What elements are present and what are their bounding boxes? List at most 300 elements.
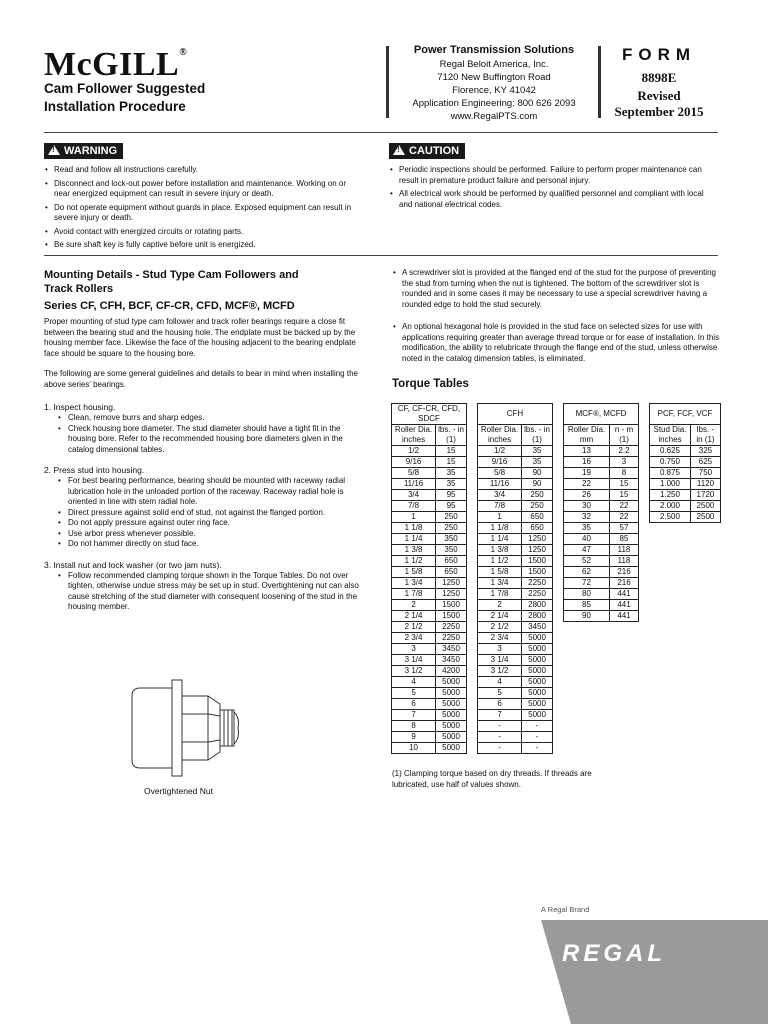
size-cell: 0.875 bbox=[650, 468, 691, 479]
torque-cell: 1250 bbox=[436, 589, 467, 600]
table-row bbox=[564, 545, 639, 556]
column-header: lbs. - in (1) bbox=[522, 425, 553, 446]
step-3-list bbox=[44, 571, 366, 613]
size-cell: 19 bbox=[564, 468, 610, 479]
table-row bbox=[564, 501, 639, 512]
table-row bbox=[564, 468, 639, 479]
warning-item: • Do not operate equipment without guards in place. Exposed equipment can result in severe injury or death. bbox=[44, 203, 362, 224]
size-cell: 7 bbox=[478, 710, 522, 721]
company-phone: Application Engineering: 800 626 2093 bbox=[412, 98, 576, 109]
column-header: lbs. - in (1) bbox=[690, 425, 720, 446]
table-row bbox=[650, 446, 721, 457]
table-row bbox=[392, 721, 467, 732]
size-cell: 7 bbox=[392, 710, 436, 721]
torque-cell: 1500 bbox=[522, 556, 553, 567]
table-row bbox=[478, 457, 553, 468]
column-header: n - m (1) bbox=[610, 425, 639, 446]
column-header: Roller Dia. inches bbox=[478, 425, 522, 446]
torque-cell: 35 bbox=[522, 457, 553, 468]
torque-cell: 4200 bbox=[436, 666, 467, 677]
torque-cell: 95 bbox=[436, 490, 467, 501]
size-cell: 1/2 bbox=[478, 446, 522, 457]
table-row bbox=[392, 589, 467, 600]
warning-item: • Avoid contact with energized circuits or rotating parts. bbox=[44, 227, 362, 238]
torque-cell: 5000 bbox=[436, 743, 467, 754]
torque-cell: 1500 bbox=[436, 600, 467, 611]
step-3-title: 3. Install nut and lock washer (or two jam nuts). bbox=[44, 559, 222, 570]
table-row bbox=[564, 600, 639, 611]
table-row bbox=[478, 677, 553, 688]
header-divider-right bbox=[598, 46, 601, 118]
size-cell: - bbox=[478, 743, 522, 754]
warning-item: • Read and follow all instructions carefully. bbox=[44, 165, 362, 176]
torque-cell: 1250 bbox=[522, 534, 553, 545]
torque-cell: 441 bbox=[610, 589, 639, 600]
torque-cell: - bbox=[522, 743, 553, 754]
torque-cell: 3450 bbox=[522, 622, 553, 633]
table-row bbox=[478, 721, 553, 732]
size-cell: 5/8 bbox=[478, 468, 522, 479]
torque-cell: 5000 bbox=[522, 655, 553, 666]
size-cell: 5 bbox=[478, 688, 522, 699]
stud-notes-list bbox=[392, 268, 722, 364]
size-cell: 3 1/2 bbox=[392, 666, 436, 677]
figure-caption: Overtightened Nut bbox=[144, 786, 213, 796]
table-row bbox=[392, 523, 467, 534]
size-cell: 0.750 bbox=[650, 457, 691, 468]
regal-tagline: A Regal Brand bbox=[541, 905, 590, 914]
regal-wordmark: REGAL bbox=[562, 940, 666, 967]
table-row bbox=[392, 479, 467, 490]
size-cell: 26 bbox=[564, 490, 610, 501]
size-cell: 1 1/4 bbox=[392, 534, 436, 545]
torque-cell: 350 bbox=[436, 534, 467, 545]
torque-cell: 2800 bbox=[522, 611, 553, 622]
torque-cell: 325 bbox=[690, 446, 720, 457]
table-header: CF, CF-CR, CFD, SDCF bbox=[392, 404, 467, 425]
table-row bbox=[478, 468, 553, 479]
torque-cell: 250 bbox=[436, 523, 467, 534]
step-2-item: • Do not hammer directly on stud face. bbox=[58, 539, 366, 550]
step-2-list bbox=[44, 476, 366, 550]
logo-text: McGILL bbox=[44, 46, 180, 83]
housing-shape bbox=[132, 688, 172, 768]
size-cell: 35 bbox=[564, 523, 610, 534]
step-2-item: • For best bearing performance, bearing should be mounted with raceway radial lubrication hole in the unloaded portion of the raceway. Raceway radial hole is oriented in line with stem radial hole. bbox=[58, 476, 366, 508]
torque-table-mcf bbox=[563, 403, 639, 622]
torque-cell: 250 bbox=[522, 501, 553, 512]
size-cell: 9 bbox=[392, 732, 436, 743]
table-row bbox=[478, 512, 553, 523]
mounting-series: Series CF, CFH, BCF, CF-CR, CFD, MCF®, MCFD bbox=[44, 300, 295, 312]
step-2-item: • Use arbor press whenever possible. bbox=[58, 529, 366, 540]
form-number: 8898E bbox=[641, 70, 677, 85]
table-row bbox=[392, 457, 467, 468]
table-row bbox=[392, 655, 467, 666]
torque-cell: 15 bbox=[610, 479, 639, 490]
size-cell: 1/2 bbox=[392, 446, 436, 457]
table-row bbox=[564, 512, 639, 523]
torque-cell: 5000 bbox=[522, 633, 553, 644]
torque-footnote: (1) Clamping torque based on dry threads. If threads are lubricated, use half of values shown. bbox=[392, 769, 592, 789]
torque-cell: 2.2 bbox=[610, 446, 639, 457]
table-row bbox=[564, 446, 639, 457]
regal-logo bbox=[541, 920, 768, 1024]
table-row bbox=[478, 567, 553, 578]
torque-cell: 2250 bbox=[522, 578, 553, 589]
warning-label: WARNING bbox=[64, 145, 118, 157]
caution-badge bbox=[389, 143, 465, 159]
table-row bbox=[478, 611, 553, 622]
company-address-2: Florence, KY 41042 bbox=[452, 85, 536, 96]
size-cell: 90 bbox=[564, 611, 610, 622]
table-row bbox=[478, 633, 553, 644]
table-row bbox=[478, 622, 553, 633]
table-row bbox=[650, 501, 721, 512]
torque-cell: 650 bbox=[436, 556, 467, 567]
table-row bbox=[650, 512, 721, 523]
torque-cell: 650 bbox=[436, 567, 467, 578]
table-row bbox=[564, 556, 639, 567]
mounting-title-line-2: Track Rollers bbox=[44, 283, 114, 295]
table-row bbox=[392, 677, 467, 688]
warning-section bbox=[44, 141, 362, 254]
size-cell: 1 1/8 bbox=[392, 523, 436, 534]
table-row bbox=[478, 490, 553, 501]
size-cell: 9/16 bbox=[392, 457, 436, 468]
table-row bbox=[392, 534, 467, 545]
size-cell: 1 5/8 bbox=[478, 567, 522, 578]
torque-cell: - bbox=[522, 732, 553, 743]
size-cell: 6 bbox=[478, 699, 522, 710]
size-cell: - bbox=[478, 732, 522, 743]
table-row bbox=[564, 534, 639, 545]
table-row bbox=[392, 490, 467, 501]
table-row bbox=[650, 479, 721, 490]
size-cell: 2 bbox=[478, 600, 522, 611]
caution-section bbox=[389, 141, 719, 213]
size-cell: 47 bbox=[564, 545, 610, 556]
size-cell: 9/16 bbox=[478, 457, 522, 468]
size-cell: 11/16 bbox=[392, 479, 436, 490]
size-cell: 2 3/4 bbox=[392, 633, 436, 644]
torque-cell: 5000 bbox=[436, 721, 467, 732]
size-cell: 2 1/2 bbox=[478, 622, 522, 633]
table-row bbox=[478, 534, 553, 545]
table-row bbox=[478, 710, 553, 721]
torque-cell: 3450 bbox=[436, 655, 467, 666]
torque-cell: 625 bbox=[690, 457, 720, 468]
torque-cell: 1250 bbox=[436, 578, 467, 589]
table-row bbox=[392, 545, 467, 556]
form-label: FORM bbox=[621, 45, 697, 64]
table-body bbox=[650, 446, 721, 523]
size-cell: 22 bbox=[564, 479, 610, 490]
caution-list bbox=[389, 165, 719, 210]
size-cell: 1 3/4 bbox=[392, 578, 436, 589]
torque-cell: 118 bbox=[610, 545, 639, 556]
torque-cell: 57 bbox=[610, 523, 639, 534]
table-row bbox=[478, 589, 553, 600]
revised-date: September 2015 bbox=[614, 104, 704, 119]
table-body bbox=[392, 446, 467, 754]
document-title bbox=[44, 80, 254, 116]
table-row bbox=[392, 611, 467, 622]
size-cell: 40 bbox=[564, 534, 610, 545]
size-cell: 3 1/4 bbox=[392, 655, 436, 666]
table-row bbox=[478, 600, 553, 611]
company-website[interactable]: www.RegalPTS.com bbox=[450, 111, 538, 122]
table-row bbox=[564, 490, 639, 501]
nut-shape bbox=[208, 696, 220, 760]
company-heading: Power Transmission Solutions bbox=[413, 44, 575, 56]
torque-cell: 750 bbox=[690, 468, 720, 479]
size-cell: 3 1/2 bbox=[478, 666, 522, 677]
caution-icon bbox=[393, 145, 405, 155]
size-cell: 6 bbox=[392, 699, 436, 710]
form-info bbox=[604, 44, 714, 120]
size-cell: 52 bbox=[564, 556, 610, 567]
torque-cell: 5000 bbox=[436, 710, 467, 721]
torque-cell: 350 bbox=[436, 545, 467, 556]
size-cell: 13 bbox=[564, 446, 610, 457]
table-row bbox=[392, 622, 467, 633]
torque-cell: 2250 bbox=[436, 633, 467, 644]
table-row bbox=[392, 468, 467, 479]
size-cell: 11/16 bbox=[478, 479, 522, 490]
step-1-title: 1. Inspect housing. bbox=[44, 402, 116, 412]
mcgill-logo bbox=[44, 48, 187, 82]
size-cell: 10 bbox=[392, 743, 436, 754]
table-row bbox=[478, 479, 553, 490]
table-row bbox=[392, 556, 467, 567]
table-row bbox=[392, 710, 467, 721]
size-cell: 1 1/8 bbox=[478, 523, 522, 534]
table-row bbox=[392, 578, 467, 589]
torque-cell: 35 bbox=[522, 446, 553, 457]
torque-cell: 15 bbox=[436, 446, 467, 457]
size-cell: 4 bbox=[478, 677, 522, 688]
size-cell: 1 1/2 bbox=[478, 556, 522, 567]
warning-icon bbox=[48, 145, 60, 155]
size-cell: 1 bbox=[392, 512, 436, 523]
caution-item: • Periodic inspections should be performed. Failure to perform proper maintenance can result in premature product failure and personal injury. bbox=[389, 165, 719, 186]
table-row bbox=[392, 699, 467, 710]
torque-table-cfh bbox=[477, 403, 553, 754]
torque-cell: 15 bbox=[610, 490, 639, 501]
torque-cell: 650 bbox=[522, 523, 553, 534]
torque-cell: 5000 bbox=[522, 644, 553, 655]
size-cell: 85 bbox=[564, 600, 610, 611]
table-header: MCF®, MCFD bbox=[564, 404, 639, 425]
step-1-item: • Check housing bore diameter. The stud diameter should have a tight fit in the housing bore. Refer to the recommended housing bore diameters given in the catalog dimensional tables. bbox=[58, 424, 366, 456]
torque-cell: 90 bbox=[522, 468, 553, 479]
torque-cell: 5000 bbox=[436, 677, 467, 688]
stud-note: • An optional hexagonal hole is provided in the stud face on selected sizes for use with applications requiring greater than average thread torque or for ease of installation. In this modification, the ability to relubricate through the flange end of the stud, unless otherwise noted in the catalog dimension tables, is eliminated. bbox=[392, 322, 722, 364]
size-cell: 30 bbox=[564, 501, 610, 512]
table-row bbox=[392, 743, 467, 754]
torque-cell: 5000 bbox=[522, 699, 553, 710]
size-cell: 1 7/8 bbox=[478, 589, 522, 600]
size-cell: 80 bbox=[564, 589, 610, 600]
size-cell: 3 1/4 bbox=[478, 655, 522, 666]
caution-label: CAUTION bbox=[409, 145, 460, 157]
doc-title-line-1: Cam Follower Suggested bbox=[44, 81, 206, 96]
table-row bbox=[478, 699, 553, 710]
torque-cell: 35 bbox=[436, 468, 467, 479]
size-cell: 72 bbox=[564, 578, 610, 589]
torque-cell: 5000 bbox=[522, 710, 553, 721]
torque-cell: 1120 bbox=[690, 479, 720, 490]
regal-logo-shape bbox=[541, 920, 768, 1024]
table-row bbox=[478, 501, 553, 512]
table-row bbox=[650, 490, 721, 501]
company-info bbox=[396, 44, 592, 123]
torque-cell: 3450 bbox=[436, 644, 467, 655]
caution-item: • All electrical work should be performed by qualified personnel and compliant with local and national electrical codes. bbox=[389, 189, 719, 210]
size-cell: 3/4 bbox=[478, 490, 522, 501]
step-1-item: • Clean, remove burrs and sharp edges. bbox=[58, 413, 366, 424]
torque-cell: 22 bbox=[610, 501, 639, 512]
size-cell: 3 bbox=[478, 644, 522, 655]
size-cell: 2.500 bbox=[650, 512, 691, 523]
table-header: PCF, FCF, VCF bbox=[650, 404, 721, 425]
torque-cell: 22 bbox=[610, 512, 639, 523]
table-row bbox=[478, 688, 553, 699]
size-cell: 1 7/8 bbox=[392, 589, 436, 600]
table-body bbox=[478, 446, 553, 754]
table-row bbox=[564, 567, 639, 578]
torque-cell: - bbox=[522, 721, 553, 732]
warning-rule bbox=[44, 255, 718, 256]
warning-item: • Be sure shaft key is fully captive before unit is energized. bbox=[44, 240, 362, 251]
size-cell: 1.000 bbox=[650, 479, 691, 490]
table-row bbox=[564, 479, 639, 490]
table-row bbox=[392, 633, 467, 644]
header-divider-left bbox=[386, 46, 389, 118]
torque-cell: 2250 bbox=[522, 589, 553, 600]
stud-notes bbox=[392, 268, 722, 367]
step-2-title: 2. Press stud into housing. bbox=[44, 465, 145, 475]
warning-list bbox=[44, 165, 362, 251]
size-cell: 16 bbox=[564, 457, 610, 468]
company-address-1: 7120 New Buffington Road bbox=[437, 72, 551, 83]
torque-cell: 95 bbox=[436, 501, 467, 512]
torque-cell: 90 bbox=[522, 479, 553, 490]
table-row bbox=[478, 743, 553, 754]
warning-badge bbox=[44, 143, 123, 159]
size-cell: 1 5/8 bbox=[392, 567, 436, 578]
table-row bbox=[392, 446, 467, 457]
torque-cell: 1500 bbox=[522, 567, 553, 578]
table-header: CFH bbox=[478, 404, 553, 425]
torque-cell: 5000 bbox=[522, 677, 553, 688]
size-cell: 1 3/8 bbox=[478, 545, 522, 556]
size-cell: 1 1/4 bbox=[478, 534, 522, 545]
company-name: Regal Beloit America, Inc. bbox=[439, 59, 549, 70]
table-row bbox=[564, 611, 639, 622]
size-cell: 4 bbox=[392, 677, 436, 688]
torque-cell: 5000 bbox=[436, 732, 467, 743]
torque-cell: 2500 bbox=[690, 512, 720, 523]
torque-cell: 8 bbox=[610, 468, 639, 479]
table-row bbox=[564, 578, 639, 589]
mounting-guidelines: The following are some general guidelines and details to bear in mind when installing the above series' bearings. bbox=[44, 369, 358, 389]
step-3-item: • Follow recommended clamping torque shown in the Torque Tables. Do not over tighten, otherwise undue stress may be set up in stud. Overtightening nut can also cause stretching of the stud diameter with consequent loosening of the stud in the housing member. bbox=[58, 571, 366, 613]
size-cell: 3/4 bbox=[392, 490, 436, 501]
stud-flange-shape bbox=[172, 680, 182, 776]
torque-cell: 650 bbox=[522, 512, 553, 523]
table-row bbox=[392, 732, 467, 743]
table-row bbox=[564, 523, 639, 534]
torque-cell: 5000 bbox=[522, 666, 553, 677]
revised-label: Revised bbox=[637, 88, 681, 103]
table-row bbox=[478, 446, 553, 457]
size-cell: 32 bbox=[564, 512, 610, 523]
table-row bbox=[478, 666, 553, 677]
size-cell: 62 bbox=[564, 567, 610, 578]
mounting-intro: Proper mounting of stud type cam follower and track roller bearings require a close fit between the bearing stud and the housing hole. The endplate must be backed up by the housing member face. Likewise the face of the housing adjacent to the bearing endplate face should be square to the housing bore. bbox=[44, 317, 356, 358]
size-cell: 5/8 bbox=[392, 468, 436, 479]
size-cell: 8 bbox=[392, 721, 436, 732]
torque-cell: 5000 bbox=[522, 688, 553, 699]
size-cell: 1 bbox=[478, 512, 522, 523]
torque-cell: 2250 bbox=[436, 622, 467, 633]
size-cell: 2 1/2 bbox=[392, 622, 436, 633]
table-row bbox=[392, 567, 467, 578]
torque-cell: 441 bbox=[610, 600, 639, 611]
table-row bbox=[478, 644, 553, 655]
doc-title-line-2: Installation Procedure bbox=[44, 99, 186, 114]
table-row bbox=[650, 457, 721, 468]
size-cell: 1 3/8 bbox=[392, 545, 436, 556]
table-row bbox=[392, 512, 467, 523]
table-row bbox=[478, 655, 553, 666]
size-cell: 1.250 bbox=[650, 490, 691, 501]
torque-cell: 5000 bbox=[436, 688, 467, 699]
torque-cell: 35 bbox=[436, 479, 467, 490]
size-cell: 1 3/4 bbox=[478, 578, 522, 589]
step-2-item: • Direct pressure against solid end of stud, not against the flanged portion. bbox=[58, 508, 366, 519]
table-row bbox=[478, 578, 553, 589]
column-header: Stud Dia. inches bbox=[650, 425, 691, 446]
size-cell: 1 1/2 bbox=[392, 556, 436, 567]
stud-note: • A screwdriver slot is provided at the flanged end of the stud for the purpose of preventing the stud from turning when the nut is tightened. The bottom of the screwdriver slot is rounded and in some cases it may be necessary to use a special screwdriver having a rounded edge to hold the stud securely. bbox=[392, 268, 722, 310]
size-cell: 2 bbox=[392, 600, 436, 611]
torque-cell: 2800 bbox=[522, 600, 553, 611]
torque-cell: 15 bbox=[436, 457, 467, 468]
step-2-item: • Do not apply pressure against outer ring face. bbox=[58, 518, 366, 529]
torque-cell: 1720 bbox=[690, 490, 720, 501]
overtightened-nut-figure bbox=[120, 666, 260, 786]
torque-cell: 216 bbox=[610, 578, 639, 589]
table-row bbox=[564, 589, 639, 600]
size-cell: 5 bbox=[392, 688, 436, 699]
column-header: Roller Dia. mm bbox=[564, 425, 610, 446]
table-row bbox=[478, 732, 553, 743]
mounting-title-line-1: Mounting Details - Stud Type Cam Followers and bbox=[44, 269, 299, 281]
size-cell: 2 1/4 bbox=[478, 611, 522, 622]
torque-cell: 85 bbox=[610, 534, 639, 545]
torque-cell: 3 bbox=[610, 457, 639, 468]
torque-cell: 250 bbox=[436, 512, 467, 523]
torque-cell: 5000 bbox=[436, 699, 467, 710]
torque-cell: 216 bbox=[610, 567, 639, 578]
size-cell: - bbox=[478, 721, 522, 732]
torque-cell: 1500 bbox=[436, 611, 467, 622]
size-cell: 0.625 bbox=[650, 446, 691, 457]
torque-table-pcf bbox=[649, 403, 721, 523]
